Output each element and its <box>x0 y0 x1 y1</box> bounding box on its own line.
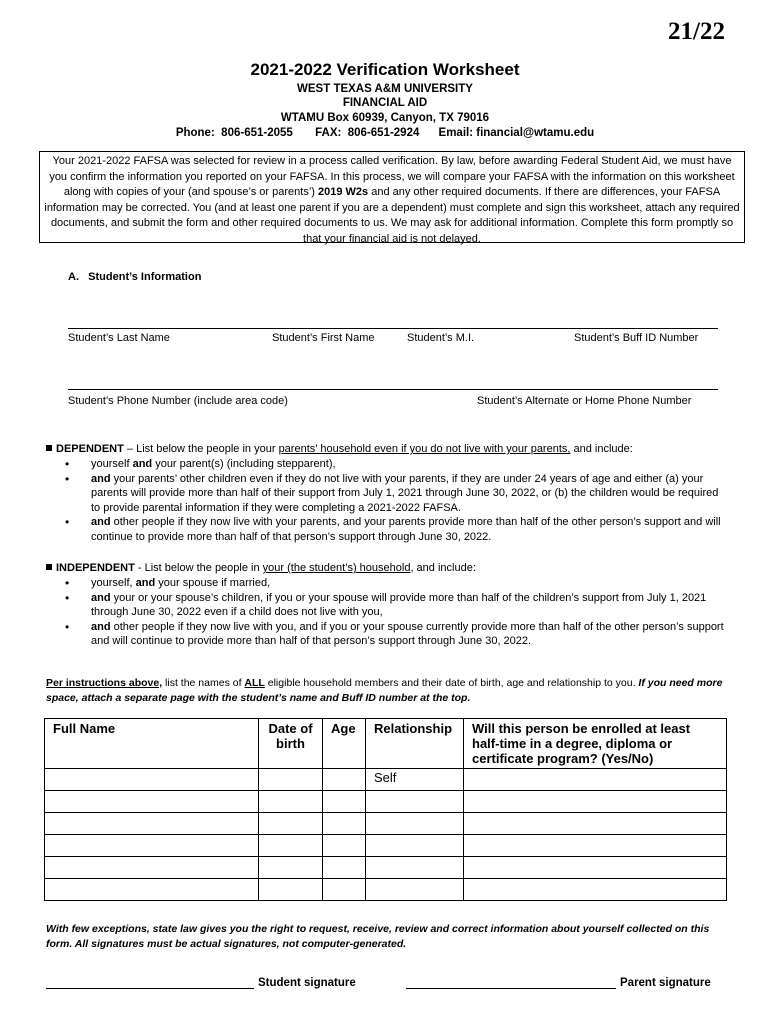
office-address: WTAMU Box 60939, Canyon, TX 79016 <box>280 112 490 124</box>
cell-input[interactable] <box>259 879 323 901</box>
cell-input[interactable] <box>366 791 464 813</box>
section-a-title: A. Student’s Information <box>68 271 202 283</box>
col-relationship: Relationship <box>366 719 464 769</box>
col-age: Age <box>323 719 366 769</box>
cell-input[interactable] <box>323 791 366 813</box>
household-instructions: Per instructions above, list the names of ALL eligible household members and their date of birth, age and relationship to you. If you need more space, attach a separate page with the student’s name and Buff ID number at the top. <box>46 677 723 704</box>
table-row <box>45 857 727 879</box>
cell-input[interactable] <box>464 835 727 857</box>
legal-note: With few exceptions, state law gives you the right to request, receive, review and correct information about yourself collected on this form. All signatures must be actual signatures, not computer-generated. <box>46 923 710 950</box>
relationship-self: Self <box>366 769 464 791</box>
cell-input[interactable] <box>366 813 464 835</box>
cell-input[interactable] <box>323 879 366 901</box>
page-number: 21/22 <box>668 18 725 45</box>
col-enrolled: Will this person be enrolled at least half-time in a degree, diploma or certificate program? (Yes/No) <box>464 719 727 769</box>
cell-input[interactable] <box>366 879 464 901</box>
cell-input[interactable] <box>464 791 727 813</box>
instructions-lead: Per instructions above, <box>46 677 163 689</box>
list-item: • and your parents’ other children even if they do not live with your parents, if they are under 24 years of age and either (a) your parents will provide more than half of their support from July 1, 2021 through June 30, 2022, or (b) the children would be required to provide parental information if they were completing a 2021-2022 FAFSA. <box>65 472 730 516</box>
dependent-list <box>65 457 730 544</box>
dependent-underlined: parents’ household even if you do not live with your parents, <box>278 443 571 455</box>
cell-input[interactable] <box>45 835 259 857</box>
intro-text-1: Your 2021-2022 FAFSA was selected for review in a process called verification. By law, before awarding Federal Student Aid, we must have you confirm the information you reported on your FAFSA. In this process, we will compare your FAFSA with the information on this worksheet along with copies of your (and spouse’s or parents’) <box>49 155 735 198</box>
table-row <box>45 835 727 857</box>
student-phone-line[interactable] <box>68 389 718 390</box>
intro-text-2: and any other required documents. If there are differences, your FAFSA information may be corrected. You (and at least one parent if you are a dependent) must complete and sign this worksheet, attach any required documents, and submit the form and other required documents to us. We may ask for additional information. Complete this form promptly so that your financial aid is not delayed. <box>44 186 740 245</box>
dependent-lead: – List below the people in your <box>123 443 279 455</box>
cell-input[interactable] <box>45 857 259 879</box>
parent-signature-area <box>406 977 711 989</box>
intro-w2-bold: 2019 W2s <box>318 186 369 198</box>
cell-input[interactable] <box>259 835 323 857</box>
buff-id-label: Student’s Buff ID Number <box>574 332 699 344</box>
independent-lead: - List below the people in <box>134 562 263 574</box>
col-full-name: Full Name <box>45 719 259 769</box>
parent-signature-line[interactable] <box>406 988 616 989</box>
last-name-label: Student’s Last Name <box>68 332 170 344</box>
independent-underlined: your (the student’s) household <box>262 562 411 574</box>
cell-input[interactable] <box>464 857 727 879</box>
cell-input[interactable] <box>464 769 727 791</box>
table-row <box>45 879 727 901</box>
office-name: FINANCIAL AID <box>342 97 428 109</box>
instructions-italic: If you need more space, attach a separate page with the student’s name and Buff ID number at the top. <box>46 677 723 704</box>
table-row <box>45 791 727 813</box>
student-signature-line[interactable] <box>46 988 254 989</box>
cell-input[interactable] <box>45 879 259 901</box>
cell-input[interactable] <box>45 813 259 835</box>
list-item: • yourself, and your spouse if married, <box>65 576 730 591</box>
independent-tail: , and include: <box>410 562 476 574</box>
office-contact: Phone: 806-651-2055 FAX: 806-651-2924 Email: financial@wtamu.edu <box>175 127 595 139</box>
cell-input[interactable] <box>259 791 323 813</box>
phone-label: Student’s Phone Number (include area code) <box>68 395 288 407</box>
cell-input[interactable] <box>259 813 323 835</box>
cell-input[interactable] <box>323 857 366 879</box>
cell-input[interactable] <box>464 879 727 901</box>
dependent-label: DEPENDENT <box>56 443 124 455</box>
cell-input[interactable] <box>323 813 366 835</box>
cell-input[interactable] <box>259 769 323 791</box>
square-bullet-icon <box>46 445 52 451</box>
table-row <box>45 769 727 791</box>
form-title: 2021-2022 Verification Worksheet <box>250 60 520 79</box>
cell-input[interactable] <box>366 835 464 857</box>
student-signature-area <box>46 977 356 989</box>
list-item: • and other people if they now live with your parents, and your parents provide more than half of the other person’s support and will continue to provide more than half of that person’s support through June 30, 2022. <box>65 515 730 544</box>
independent-label: INDEPENDENT <box>56 562 135 574</box>
cell-input[interactable] <box>45 769 259 791</box>
mi-label: Student’s M.I. <box>407 332 475 344</box>
household-table <box>44 718 727 901</box>
cell-input[interactable] <box>259 857 323 879</box>
square-bullet-icon <box>46 564 52 570</box>
cell-input[interactable] <box>323 835 366 857</box>
cell-input[interactable] <box>366 857 464 879</box>
independent-heading <box>46 561 736 576</box>
university-name: WEST TEXAS A&M UNIVERSITY <box>297 83 473 95</box>
alt-phone-label: Student’s Alternate or Home Phone Number <box>477 395 692 407</box>
first-name-label: Student’s First Name <box>272 332 375 344</box>
cell-input[interactable] <box>323 769 366 791</box>
table-header-row <box>45 719 727 769</box>
list-item: • and your or your spouse’s children, if you or your spouse will provide more than half of the children’s support from July 1, 2021 through June 30, 2022 even if a child does not live with you, <box>65 591 730 620</box>
instructions-all: ALL <box>244 677 265 689</box>
dependent-tail: and include: <box>570 443 633 455</box>
student-signature-label: Student signature <box>258 977 356 989</box>
col-date-of-birth: Date of birth <box>259 719 323 769</box>
list-item: • and other people if they now live with you, and if you or your spouse currently provide more than half of the other person’s support and will continue to provide more than half of that person’s support through June 30, 2022. <box>65 620 730 649</box>
student-name-line[interactable] <box>68 328 718 329</box>
dependent-heading <box>46 442 736 457</box>
independent-list <box>65 576 730 649</box>
cell-input[interactable] <box>464 813 727 835</box>
cell-input[interactable] <box>45 791 259 813</box>
parent-signature-label: Parent signature <box>620 977 711 989</box>
list-item: • yourself and your parent(s) (including stepparent), <box>65 457 730 472</box>
intro-box <box>39 151 745 243</box>
table-row <box>45 813 727 835</box>
